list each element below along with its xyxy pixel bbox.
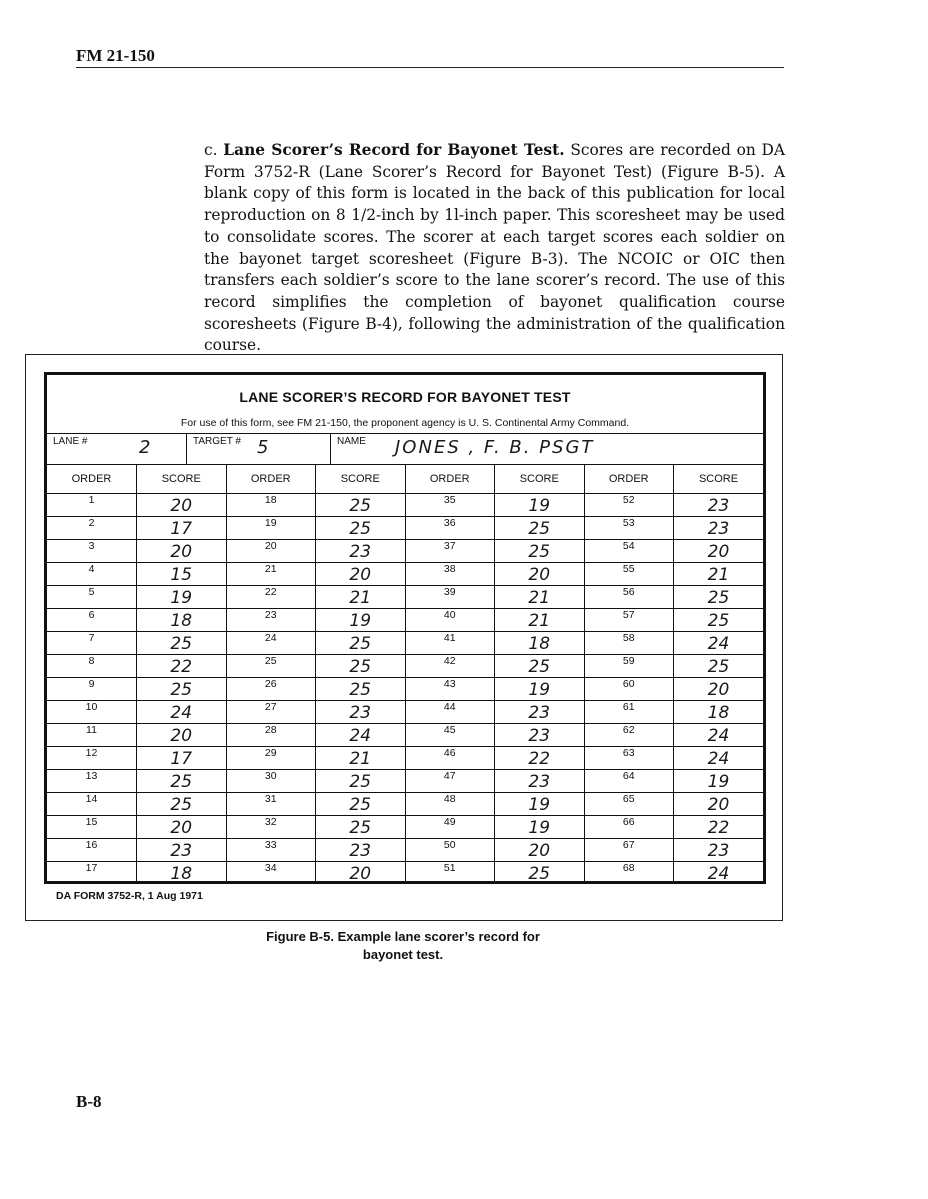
column-header: SCORE: [674, 465, 764, 494]
order-cell: 46: [405, 747, 495, 770]
order-cell: 19: [226, 517, 316, 540]
order-cell: 14: [47, 793, 137, 816]
column-header: ORDER: [405, 465, 495, 494]
caption-line-2: bayonet test.: [362, 947, 444, 962]
order-cell: 6: [47, 609, 137, 632]
form-meta-row: [47, 433, 763, 465]
table-row: [47, 816, 763, 839]
table-row: [47, 586, 763, 609]
score-cell: 23: [316, 540, 406, 563]
order-cell: 55: [584, 563, 674, 586]
order-cell: 60: [584, 678, 674, 701]
score-cell: 24: [674, 724, 764, 747]
score-cell: 24: [674, 747, 764, 770]
order-cell: 7: [47, 632, 137, 655]
score-cell: 25: [316, 494, 406, 517]
name-cell: [331, 434, 763, 464]
score-cell: 15: [137, 563, 227, 586]
order-cell: 4: [47, 563, 137, 586]
paragraph-heading: Lane Scorer’s Record for Bayonet Test.: [223, 141, 565, 159]
score-cell: 19: [495, 793, 585, 816]
order-cell: 34: [226, 862, 316, 885]
order-cell: 57: [584, 609, 674, 632]
score-cell: 25: [316, 793, 406, 816]
score-cell: 17: [137, 517, 227, 540]
score-cell: 25: [316, 678, 406, 701]
table-row: [47, 632, 763, 655]
order-cell: 24: [226, 632, 316, 655]
name-label: NAME: [337, 436, 366, 447]
score-cell: 19: [495, 816, 585, 839]
score-cell: 21: [316, 747, 406, 770]
paragraph-lead: c.: [204, 141, 224, 159]
score-cell: 18: [495, 632, 585, 655]
order-cell: 26: [226, 678, 316, 701]
target-cell: [187, 434, 331, 464]
page-number: B-8: [76, 1092, 102, 1111]
lane-cell: [47, 434, 187, 464]
order-cell: 56: [584, 586, 674, 609]
score-cell: 20: [316, 862, 406, 885]
score-cell: 24: [137, 701, 227, 724]
order-cell: 50: [405, 839, 495, 862]
figure-frame: [25, 354, 783, 921]
score-cell: 25: [674, 655, 764, 678]
score-cell: 23: [316, 701, 406, 724]
order-cell: 20: [226, 540, 316, 563]
figure-caption: [230, 928, 576, 964]
score-cell: 18: [137, 609, 227, 632]
table-row: [47, 839, 763, 862]
order-cell: 2: [47, 517, 137, 540]
score-cell: 22: [495, 747, 585, 770]
lane-label: LANE #: [53, 436, 88, 447]
score-cell: 25: [495, 655, 585, 678]
scorer-form: [44, 372, 766, 884]
column-header: SCORE: [137, 465, 227, 494]
score-cell: 20: [674, 678, 764, 701]
order-cell: 8: [47, 655, 137, 678]
table-row: [47, 517, 763, 540]
score-cell: 19: [495, 678, 585, 701]
order-cell: 29: [226, 747, 316, 770]
order-cell: 48: [405, 793, 495, 816]
order-cell: 30: [226, 770, 316, 793]
score-cell: 20: [137, 494, 227, 517]
score-cell: 23: [674, 494, 764, 517]
column-header: SCORE: [495, 465, 585, 494]
column-header: ORDER: [226, 465, 316, 494]
order-cell: 18: [226, 494, 316, 517]
order-cell: 36: [405, 517, 495, 540]
table-row: [47, 747, 763, 770]
score-cell: 25: [674, 586, 764, 609]
score-cell: 25: [495, 862, 585, 885]
order-cell: 12: [47, 747, 137, 770]
score-cell: 25: [137, 793, 227, 816]
order-cell: 42: [405, 655, 495, 678]
table-row: [47, 862, 763, 885]
score-cell: 20: [674, 540, 764, 563]
score-cell: 20: [316, 563, 406, 586]
column-header: ORDER: [584, 465, 674, 494]
order-cell: 13: [47, 770, 137, 793]
score-cell: 23: [495, 724, 585, 747]
score-cell: 20: [137, 816, 227, 839]
paragraph-body: Scores are recorded on DA Form 3752-R (Lane Scorer’s Record for Bayonet Test) (Figure B-5). A blank copy of this form is located in the back of this publication for local reproduction on 8 1/2-inch by 1l-inch paper. This scoresheet may be used to consolidate scores. The scorer at each target scores each soldier on the bayonet target scoresheet (Figure B-3). The NCOIC or OIC then transfers each soldier’s score to the lane scorer’s record. The use of this record simplifies the completion of bayonet qualification course scoresheets (Figure B-4), following the administration of the qualification course.: [204, 141, 785, 355]
order-cell: 32: [226, 816, 316, 839]
order-cell: 5: [47, 586, 137, 609]
order-cell: 49: [405, 816, 495, 839]
score-cell: 21: [674, 563, 764, 586]
score-table-header: [47, 465, 763, 494]
order-cell: 39: [405, 586, 495, 609]
order-cell: 9: [47, 678, 137, 701]
order-cell: 33: [226, 839, 316, 862]
score-cell: 17: [137, 747, 227, 770]
table-row: [47, 678, 763, 701]
order-cell: 67: [584, 839, 674, 862]
order-cell: 17: [47, 862, 137, 885]
score-cell: 23: [674, 839, 764, 862]
score-cell: 23: [495, 701, 585, 724]
running-header: FM 21-150: [76, 46, 155, 65]
score-cell: 21: [495, 586, 585, 609]
order-cell: 66: [584, 816, 674, 839]
order-cell: 23: [226, 609, 316, 632]
order-cell: 41: [405, 632, 495, 655]
order-cell: 35: [405, 494, 495, 517]
table-row: [47, 609, 763, 632]
order-cell: 37: [405, 540, 495, 563]
score-cell: 20: [137, 724, 227, 747]
order-cell: 65: [584, 793, 674, 816]
order-cell: 58: [584, 632, 674, 655]
order-cell: 21: [226, 563, 316, 586]
order-cell: 38: [405, 563, 495, 586]
score-cell: 25: [674, 609, 764, 632]
order-cell: 31: [226, 793, 316, 816]
score-cell: 19: [137, 586, 227, 609]
score-cell: 20: [495, 563, 585, 586]
order-cell: 52: [584, 494, 674, 517]
order-cell: 59: [584, 655, 674, 678]
score-cell: 25: [316, 517, 406, 540]
order-cell: 40: [405, 609, 495, 632]
table-row: [47, 724, 763, 747]
score-cell: 21: [495, 609, 585, 632]
score-cell: 24: [707, 864, 730, 884]
form-title: LANE SCORER’S RECORD FOR BAYONET TEST: [239, 389, 571, 405]
order-cell: 27: [226, 701, 316, 724]
score-cell: 19: [674, 770, 764, 793]
order-cell: 63: [584, 747, 674, 770]
score-cell: 23: [495, 770, 585, 793]
score-cell: 25: [137, 678, 227, 701]
table-row: [47, 770, 763, 793]
score-cell: 20: [674, 793, 764, 816]
order-cell: 25: [226, 655, 316, 678]
table-row: [47, 494, 763, 517]
score-cell: 25: [316, 816, 406, 839]
target-value: 5: [257, 437, 269, 458]
lane-value: 2: [139, 437, 151, 458]
score-cell: 23: [316, 839, 406, 862]
score-cell: 18: [674, 701, 764, 724]
order-cell: 22: [226, 586, 316, 609]
score-cell: 25: [316, 655, 406, 678]
score-cell: 22: [674, 816, 764, 839]
table-row: [47, 563, 763, 586]
score-cell: 25: [137, 770, 227, 793]
target-label: TARGET #: [193, 436, 241, 447]
score-table: [47, 465, 763, 884]
score-cell: 19: [495, 494, 585, 517]
score-cell: 25: [495, 517, 585, 540]
order-cell: 44: [405, 701, 495, 724]
score-cell: 18: [137, 862, 227, 885]
column-header: ORDER: [47, 465, 137, 494]
order-cell: 1: [47, 494, 137, 517]
score-cell: 22: [137, 655, 227, 678]
score-cell: 25: [316, 770, 406, 793]
score-cell: 19: [316, 609, 406, 632]
column-header: SCORE: [316, 465, 406, 494]
order-cell: 45: [405, 724, 495, 747]
score-cell: 23: [137, 839, 227, 862]
score-cell: 25: [495, 540, 585, 563]
score-cell: 20: [137, 540, 227, 563]
order-cell: 43: [405, 678, 495, 701]
score-cell: 25: [137, 632, 227, 655]
order-cell: 11: [47, 724, 137, 747]
score-table-body: [47, 494, 763, 885]
order-cell: 54: [584, 540, 674, 563]
score-cell: 20: [495, 839, 585, 862]
order-cell: 68: [584, 862, 674, 885]
order-cell: 53: [584, 517, 674, 540]
table-row: [47, 540, 763, 563]
order-cell: 16: [47, 839, 137, 862]
header-rule: [76, 67, 784, 68]
form-number: DA FORM 3752-R, 1 Aug 1971: [56, 890, 203, 902]
order-cell: 15: [47, 816, 137, 839]
table-row: [47, 793, 763, 816]
score-cell: 24: [674, 632, 764, 655]
order-cell: 51: [405, 862, 495, 885]
order-cell: 3: [47, 540, 137, 563]
order-cell: 10: [47, 701, 137, 724]
score-cell: 21: [316, 586, 406, 609]
name-value: JONES , F. B. PSGT: [395, 437, 595, 458]
caption-line-1: Figure B-5. Example lane scorer’s record for: [266, 929, 540, 944]
order-cell: 62: [584, 724, 674, 747]
form-subtitle: For use of this form, see FM 21-150, the proponent agency is U. S. Continental Army Command.: [180, 417, 630, 429]
order-cell: 61: [584, 701, 674, 724]
order-cell: 64: [584, 770, 674, 793]
score-cell: 24: [316, 724, 406, 747]
table-row: [47, 701, 763, 724]
score-cell: 25: [316, 632, 406, 655]
order-cell: 47: [405, 770, 495, 793]
section-paragraph: [204, 140, 785, 357]
order-cell: 28: [226, 724, 316, 747]
score-cell: 23: [674, 517, 764, 540]
table-row: [47, 655, 763, 678]
